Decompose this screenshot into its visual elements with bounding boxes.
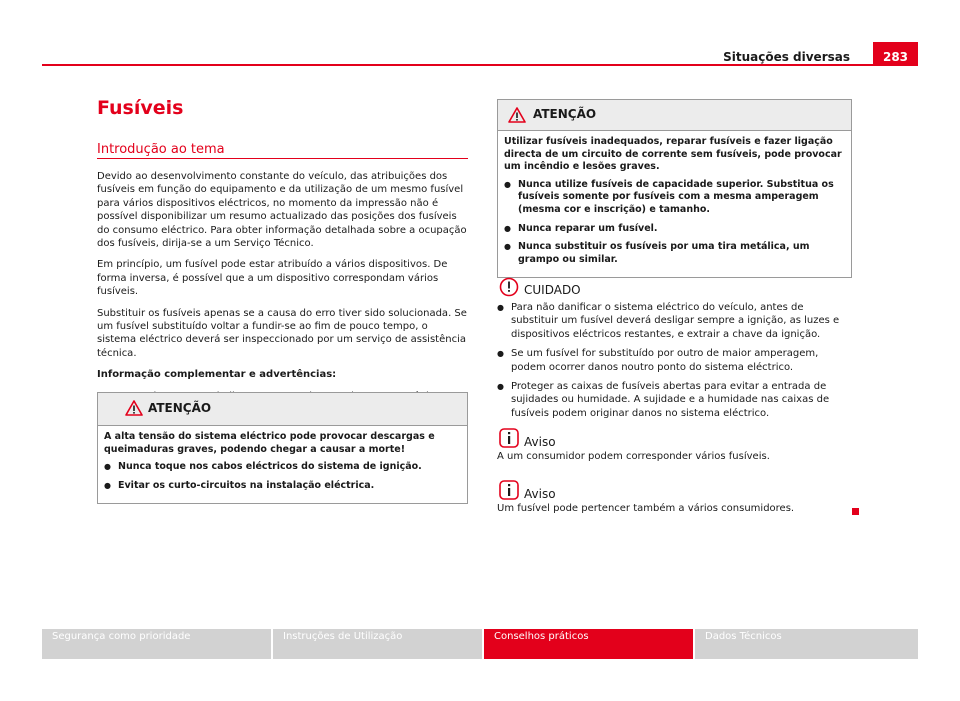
warning-body <box>98 426 467 503</box>
info-heading: Informação complementar e advertências: <box>97 369 337 381</box>
warning-triangle-icon <box>125 400 143 416</box>
list-item: ● Proteger as caixas de fusíveis abertas para evitar a entrada de sujidades ou humidade. A sujidade e a humidade nas caixas de fusíveis podem originar danos no sistema eléctrico. <box>497 380 852 420</box>
footer-tab-safety[interactable]: Segurança como prioridade <box>42 629 271 659</box>
caution-section <box>497 277 852 426</box>
caution-header <box>497 277 852 301</box>
paragraph: Substituir os fusíveis apenas se a causa do erro tiver sido solucionada. Se um fusível substituído voltar a fundir-se ao fim de pouco tempo, o sistema eléctrico deverá ser inspeccionado por um serviço de assistência técnica. <box>97 307 467 359</box>
warning-triangle-icon <box>508 107 526 123</box>
info-icon <box>499 428 519 448</box>
warning-header <box>498 100 851 131</box>
info-icon <box>499 480 519 500</box>
page-title: Fusíveis <box>97 97 184 119</box>
warning-label: ATENÇÃO <box>148 401 212 415</box>
note-section <box>497 480 852 515</box>
footer-tab-practical-advice[interactable]: Conselhos práticos <box>484 629 693 659</box>
note-section <box>497 428 852 463</box>
caution-icon <box>499 277 519 297</box>
list-item: ● Nunca reparar um fusível. <box>504 223 845 236</box>
section-subtitle: Introdução ao tema <box>97 142 225 157</box>
section-title: Situações diversas <box>723 50 850 64</box>
list-item: ● Nunca toque nos cabos eléctricos do sistema de ignição. <box>104 461 461 474</box>
left-column <box>97 170 468 409</box>
subtitle-divider <box>97 158 468 159</box>
warning-body <box>498 131 851 277</box>
warning-box <box>97 392 468 504</box>
note-text: Um fusível pode pertencer também a vários consumidores. <box>497 503 795 514</box>
list-item: ● Se um fusível for substituído por outro de maior amperagem, podem ocorrer danos noutro ponto do sistema eléctrico. <box>497 347 852 374</box>
footer-tab-technical-data[interactable]: Dados Técnicos <box>695 629 918 659</box>
list-item: ● Nunca utilize fusíveis de capacidade superior. Substitua os fusíveis somente por fusíveis com a mesma amperagem (mesma cor e inscrição) e tamanho. <box>504 179 845 217</box>
footer-tab-instructions[interactable]: Instruções de Utilização <box>273 629 482 659</box>
note-label: Aviso <box>524 487 556 501</box>
note-header <box>497 428 852 450</box>
list-item: ● Evitar os curto-circuitos na instalação eléctrica. <box>104 480 461 493</box>
warning-box <box>497 99 852 278</box>
note-header <box>497 480 852 502</box>
note-text: A um consumidor podem corresponder vários fusíveis. <box>497 451 770 462</box>
warning-text: A alta tensão do sistema eléctrico pode provocar descargas e queimaduras graves, podendo chegar a causar a morte! <box>104 431 435 455</box>
warning-text: Utilizar fusíveis inadequados, reparar fusíveis e fazer ligação directa de um circuito de corrente sem fusíveis, pode provocar um incêndio e lesões graves. <box>504 136 842 173</box>
list-item: ● Para não danificar o sistema eléctrico do veículo, antes de substituir um fusível deverá desligar sempre a ignição, as luzes e dispositivos eléctricos restantes, e extrair a chave da ignição. <box>497 301 852 341</box>
caution-label: CUIDADO <box>524 283 581 297</box>
list-item: ● Nunca substituir os fusíveis por uma tira metálica, um grampo ou similar. <box>504 241 845 266</box>
page-number: 283 <box>873 42 918 66</box>
paragraph: Devido ao desenvolvimento constante do veículo, das atribuições dos fusíveis em função do equipamento e da utilização de um mesmo fusível para vários dispositivos eléctricos, no momento da impressão não é possível disponibilizar um resumo actualizado das posições dos fusíveis do consumo eléctrico. Para obter informação detalhada sobre a ocupação dos fusíveis, dirija-se a um Serviço Técnico. <box>97 171 467 250</box>
header-divider <box>42 64 918 66</box>
note-label: Aviso <box>524 435 556 449</box>
paragraph: Em princípio, um fusível pode estar atribuído a vários dispositivos. De forma inversa, é possível que a um dispositivo correspondam vários fusíveis. <box>97 259 448 298</box>
warning-label: ATENÇÃO <box>533 107 597 121</box>
warning-header <box>98 393 467 426</box>
end-marker <box>852 508 859 515</box>
